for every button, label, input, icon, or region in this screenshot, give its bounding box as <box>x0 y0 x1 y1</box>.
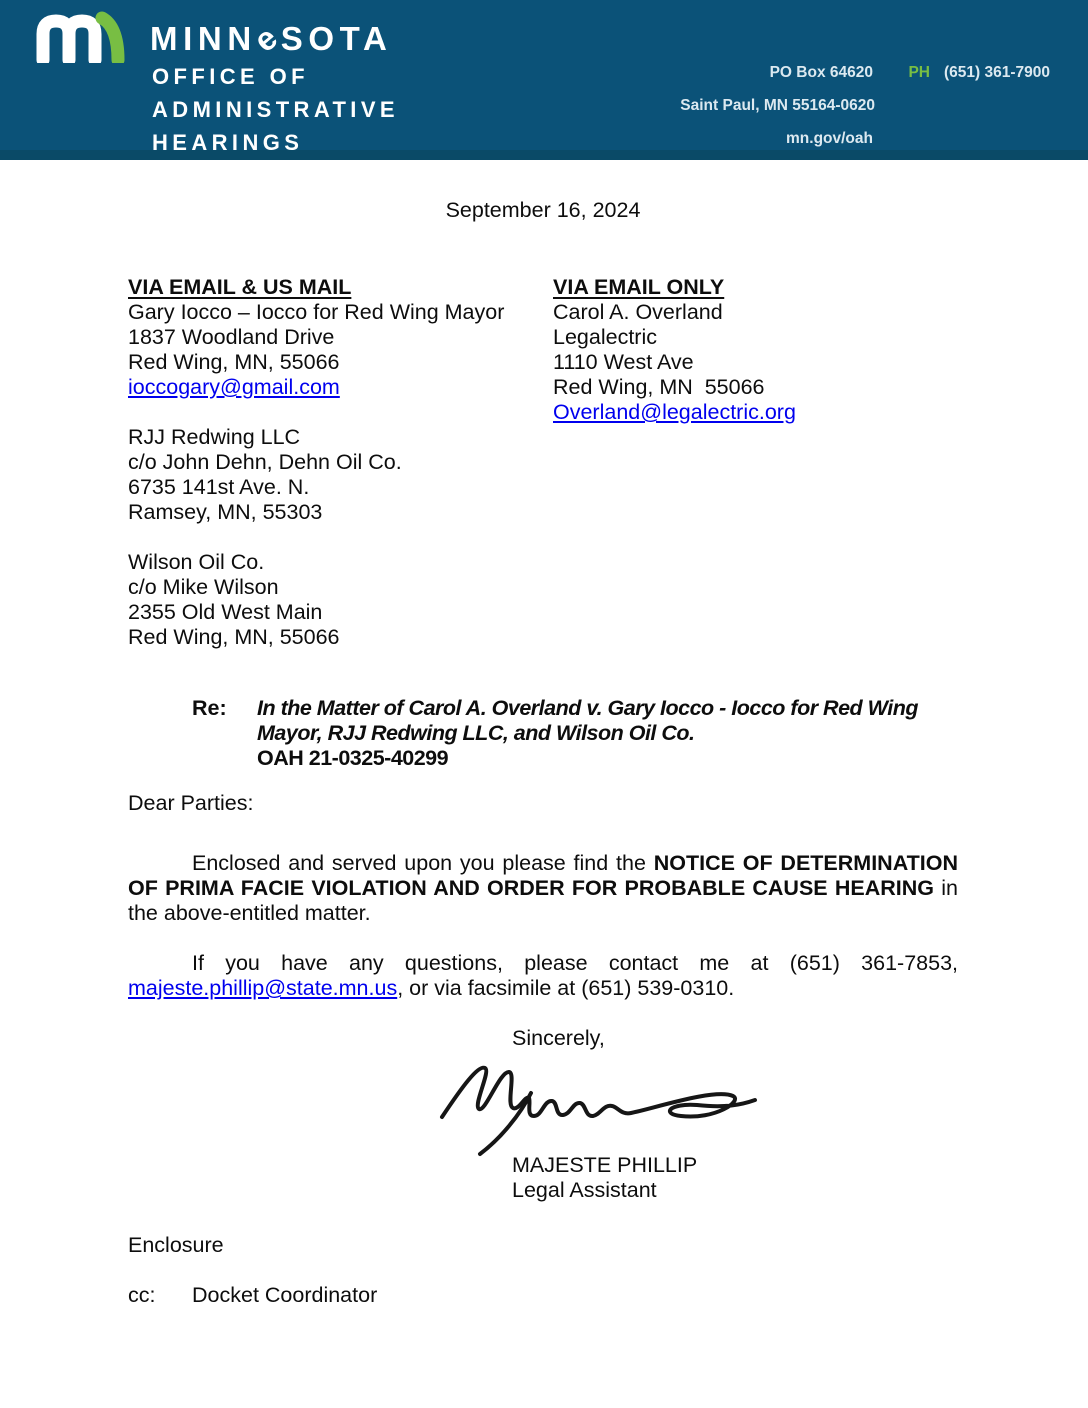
p1-text: Enclosed and served upon you please find the <box>192 851 654 875</box>
po-box: PO Box 64620 <box>769 64 873 81</box>
cc-label: cc: <box>128 1283 156 1307</box>
city-state-zip: Saint Paul, MN 55164-0620 <box>680 97 875 114</box>
delivery-method-heading: VIA EMAIL & US MAIL <box>128 275 352 299</box>
letterhead-banner <box>0 0 1088 160</box>
paragraph-2 <box>128 951 958 1001</box>
signature-area <box>428 1051 958 1153</box>
agency-contact-block <box>0 0 1088 150</box>
address-line: c/o John Dehn, Dehn Oil Co. <box>128 450 402 474</box>
address-line: Ramsey, MN, 55303 <box>128 500 323 524</box>
address-line: Gary Iocco – Iocco for Red Wing Mayor <box>128 300 505 324</box>
address-line: RJJ Redwing LLC <box>128 425 301 449</box>
address-line: Red Wing, MN, 55066 <box>128 625 340 649</box>
agency-line: HEARINGS <box>152 130 304 155</box>
re-label: Re: <box>192 696 227 720</box>
recipient-address <box>128 425 553 525</box>
cc-row <box>128 1283 958 1308</box>
letter-body <box>0 198 1088 1308</box>
recipient-columns <box>128 275 958 650</box>
address-line: Red Wing, MN 55066 <box>553 375 765 399</box>
wordmark-part: SOTA <box>280 20 393 57</box>
agency-line: ADMINISTRATIVE <box>152 97 399 122</box>
signer-name: MAJESTE PHILLIP <box>512 1153 698 1177</box>
p2-text: , or via facsimile at (651) 539-0310. <box>397 976 735 1000</box>
signature-image <box>428 1053 760 1159</box>
address-line: 1837 Woodland Drive <box>128 325 335 349</box>
wordmark-part: MINN <box>150 20 257 57</box>
case-title: In the Matter of Carol A. Overland v. Gary Iocco - Iocco for Red Wing Mayor, RJJ Redwing LLC, and Wilson Oil Co. <box>257 696 918 745</box>
email-link-majeste[interactable]: majeste.phillip@state.mn.us <box>128 976 398 1000</box>
paragraph-1 <box>128 851 958 926</box>
recipient-address <box>553 275 958 425</box>
agency-line: OFFICE OF <box>152 64 309 89</box>
phone-number: (651) 361-7900 <box>944 64 1050 81</box>
enclosure-note: Enclosure <box>128 1233 224 1257</box>
agency-website: mn.gov/oah <box>786 130 873 147</box>
re-block <box>128 696 958 771</box>
p1-text: in the above-entitled matter. <box>128 876 958 925</box>
recipients-left-column <box>128 275 553 650</box>
salutation: Dear Parties: <box>128 791 254 815</box>
p2-text: If you have any questions, please contact me at (651) 361-7853, <box>192 951 958 975</box>
delivery-method-heading: VIA EMAIL ONLY <box>553 275 725 299</box>
address-line: Wilson Oil Co. <box>128 550 265 574</box>
address-line: 1110 West Ave <box>553 350 694 374</box>
recipient-address <box>128 550 553 650</box>
letter-date: September 16, 2024 <box>445 198 641 222</box>
cc-value: Docket Coordinator <box>192 1283 378 1307</box>
address-line: Legalectric <box>553 325 657 349</box>
notice-title-bold: NOTICE OF DETERMINATION OF PRIMA FACIE VIOLATION AND ORDER FOR PROBABLE CAUSE HEARING <box>128 851 958 900</box>
closing-sincerely: Sincerely, <box>512 1026 605 1050</box>
signer-title: Legal Assistant <box>512 1178 657 1202</box>
phone-line <box>908 64 1050 82</box>
email-link-ioccogary[interactable]: ioccogary@gmail.com <box>128 375 340 399</box>
address-line: Red Wing, MN, 55066 <box>128 350 340 374</box>
recipient-address <box>128 275 553 400</box>
recipients-right-column <box>553 275 958 650</box>
address-line: c/o Mike Wilson <box>128 575 279 599</box>
address-line: Carol A. Overland <box>553 300 723 324</box>
docket-number: OAH 21-0325-40299 <box>257 746 449 770</box>
brand-tilted-e: e <box>246 15 289 59</box>
address-line: 6735 141st Ave. N. <box>128 475 310 499</box>
ph-label: PH <box>908 64 930 81</box>
address-line: 2355 Old West Main <box>128 600 323 624</box>
re-text <box>257 696 958 771</box>
email-link-overland[interactable]: Overland@legalectric.org <box>553 400 796 424</box>
